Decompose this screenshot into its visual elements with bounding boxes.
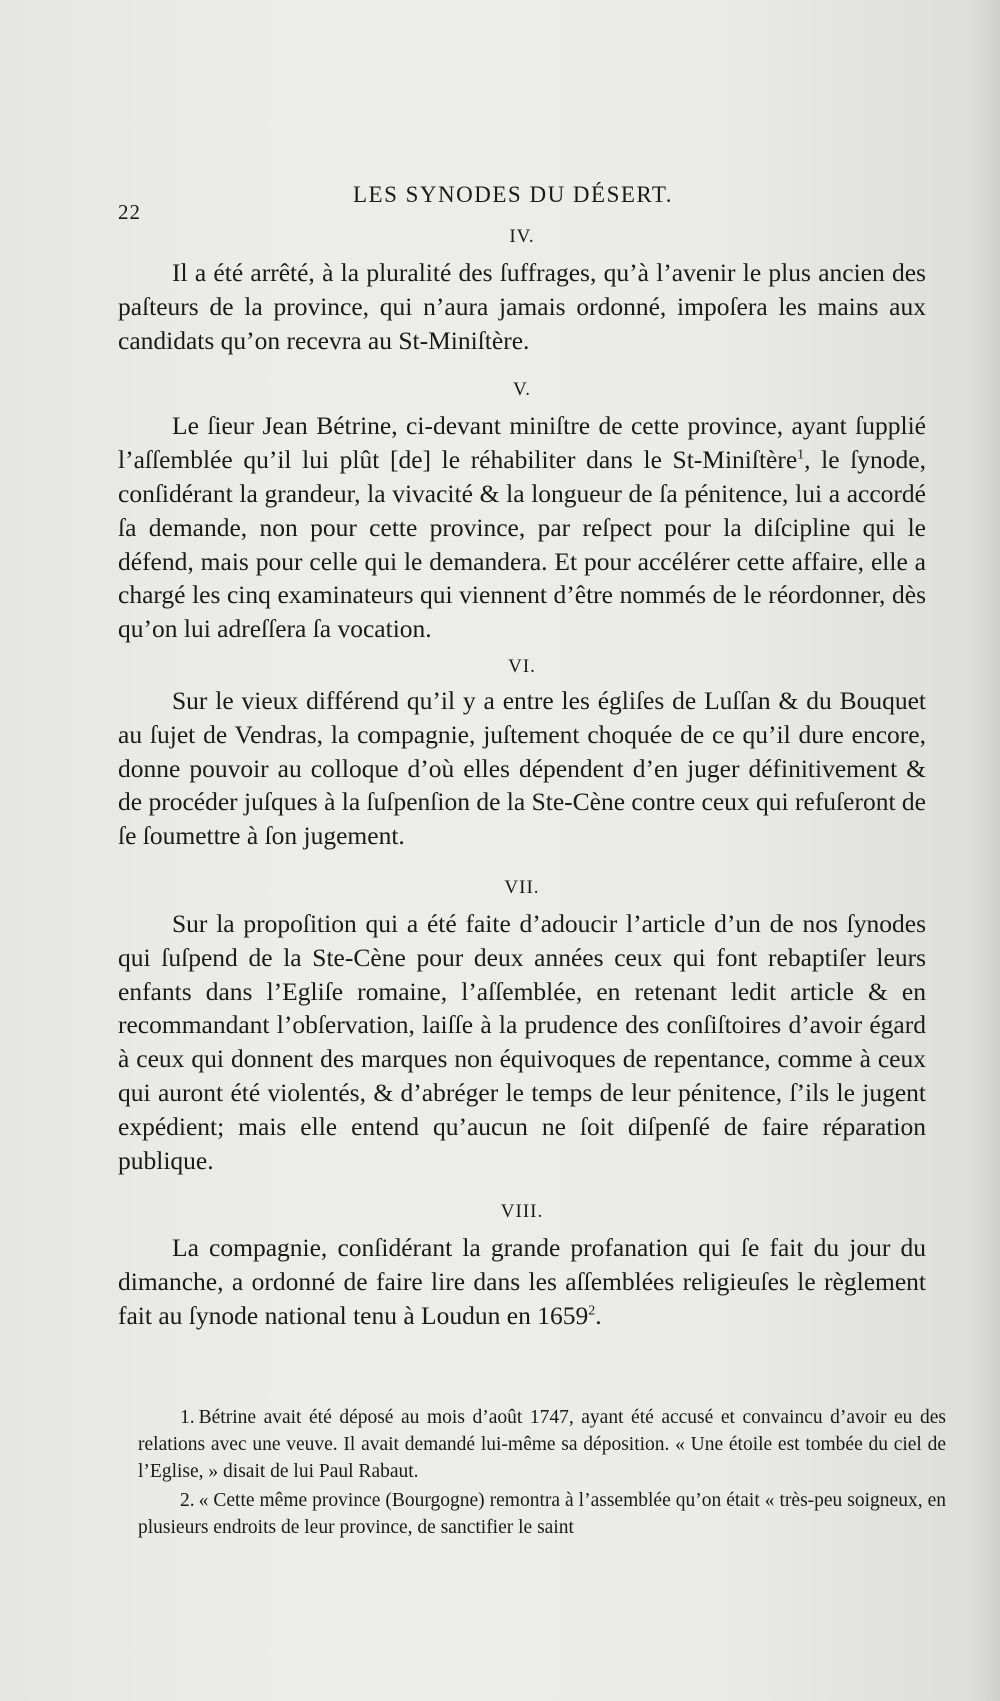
footnote-ref: 1: [797, 447, 805, 463]
article-text-part: .: [595, 1300, 602, 1330]
article-v: [118, 379, 926, 646]
article-text: [118, 1231, 926, 1332]
main-text: [118, 226, 926, 1333]
page-header: [118, 178, 938, 224]
footnote-1: [138, 1404, 946, 1485]
article-text-part: Le ſieur Jean Bétrine, ci-devant miniſtre de cette province, ayant ſupplié l’aſſemblée qu’il lui plût [de] le réhabiliter dans le St-Miniſtère: [118, 411, 926, 475]
page-number: 22: [118, 200, 141, 224]
article-number: IV.: [509, 226, 535, 247]
article-number: VI.: [508, 655, 536, 677]
footnote-text: Bétrine avait été déposé au mois d’août 1747, ayant été accusé et convaincu d’avoir eu des relations avec une veuve. Il avait demandé lui-même sa déposition. « Une étoile est tombée du ciel de l’Eglise, » disait de lui Paul Rabaut.: [138, 1407, 946, 1482]
article-viii: [118, 1201, 926, 1332]
running-title: LES SYNODES DU DÉSERT.: [353, 182, 673, 207]
article-text: Sur le vieux différend qu’il y a entre les égliſes de Luſſan & du Bouquet au ſujet de Vendras, la compagnie, juſtement choquée de ce qu’il dure encore, donne pouvoir au colloque d’où elles dépendent d’en juger définitivement & de procéder juſques à la ſuſpenſion de la Ste-Cène contre ceux qui refuſeront de ſe ſoumettre à ſon jugement.: [118, 685, 926, 851]
footnote-text: « Cette même province (Bourgogne) remontra à l’assemblée qu’on était « très-peu soigneux, en plusieurs endroits de leur province, de sanctifier le saint: [138, 1490, 946, 1538]
article-text-part: , le ſynode, conſidérant la grandeur, la vivacité & la longueur de ſa pénitence, lui a accordé ſa demande, non pour cette province, par reſpect pour la diſcipline qui le défend, mais pour celle qui le demandera. Et pour accélérer cette affaire, elle a chargé les cinq examinateurs qui viennent d’être nommés de le réordonner, dès qu’on lui adreſſera ſa vocation.: [118, 445, 926, 644]
footnote-number: 2.: [180, 1490, 195, 1511]
article-number: VII.: [504, 876, 540, 898]
article-vii: [118, 877, 926, 1177]
footnote-number: 1.: [180, 1407, 195, 1428]
footnotes: [138, 1404, 946, 1543]
footnote-2: [138, 1487, 946, 1541]
article-vi: [118, 656, 926, 853]
article-text: [118, 409, 926, 646]
article-number: VIII.: [500, 1201, 544, 1223]
article-text: Sur la propoſition qui a été faite d’adoucir l’article d’un de nos ſynodes qui ſuſpend de la Ste-Cène pour deux années ceux qui font rebaptiſer leurs enfants dans l’Egliſe romaine, l’aſſemblée, en retenant ledit article & en recommandant l’obſervation, laiſſe à la prudence des conſiſtoires d’avoir égard à ceux qui donnent des marques non équivoques de repentance, comme à ceux qui auront été violentés, & d’abréger le temps de leur pénitence, ſ’ils le jugent expédient; mais elle entend qu’aucun ne ſoit diſpenſé de faire réparation publique.: [118, 908, 926, 1175]
article-number: V.: [512, 379, 532, 401]
footnote-ref: 2: [588, 1303, 596, 1319]
article-text-part: La compagnie, conſidérant la grande profanation qui ſe fait du jour du dimanche, a ordonné de faire lire dans les aſſemblées religieuſes le règlement fait au ſynode national tenu à Loudun en 1659: [118, 1233, 926, 1330]
article-text: Il a été arrêté, à la pluralité des ſuffrages, qu’à l’avenir le plus ancien des paſteurs de la province, qui n’aura jamais ordonné, impoſera les mains aux candidats qu’on recevra au St-Miniſtère.: [118, 258, 926, 355]
article-iv: [118, 226, 926, 357]
page-edge-shadow: [970, 0, 1000, 1701]
